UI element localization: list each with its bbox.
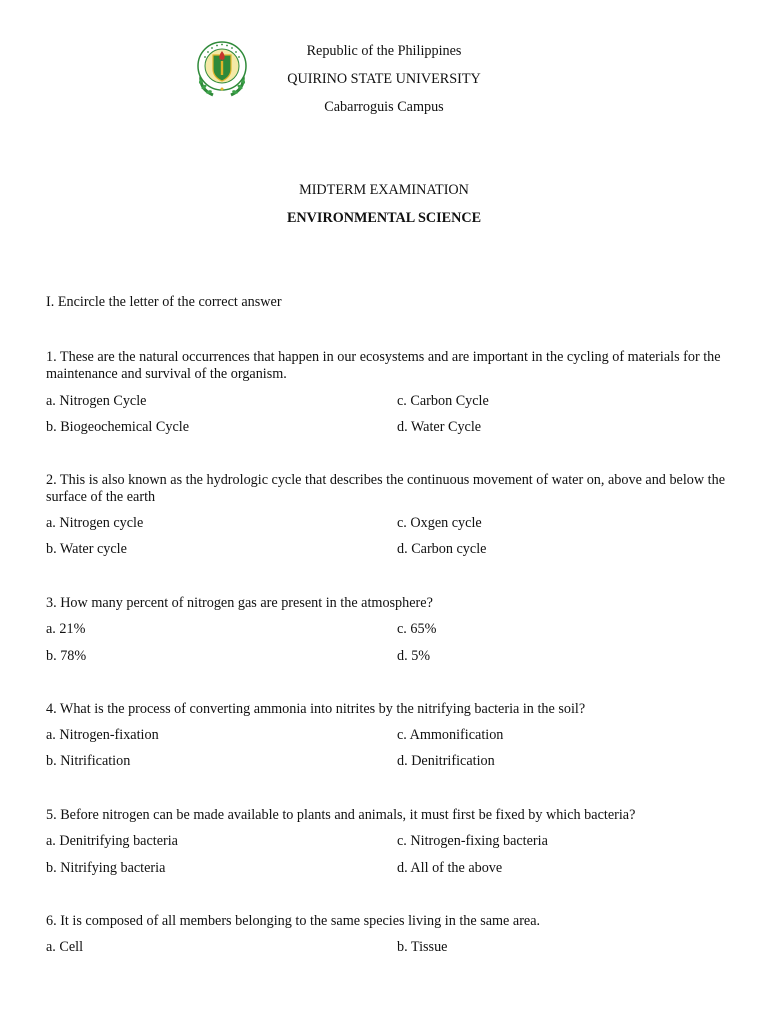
question-2-option-a[interactable]: a. Nitrogen cycle [46, 515, 144, 531]
question-5-option-b[interactable]: b. Nitrifying bacteria [46, 860, 166, 876]
exam-title: MIDTERM EXAMINATION [299, 182, 469, 198]
question-3-option-c[interactable]: c. 65% [397, 621, 437, 637]
exam-subject: ENVIRONMENTAL SCIENCE [286, 210, 482, 226]
header-university: QUIRINO STATE UNIVERSITY [287, 71, 481, 87]
question-1-option-c[interactable]: c. Carbon Cycle [397, 393, 489, 409]
question-1-option-b[interactable]: b. Biogeochemical Cycle [46, 419, 190, 435]
question-4-option-a[interactable]: a. Nitrogen-fixation [46, 727, 159, 743]
question-3-option-d[interactable]: d. 5% [397, 648, 431, 664]
question-5-option-a[interactable]: a. Denitrifying bacteria [46, 833, 178, 849]
question-4-option-c[interactable]: c. Ammonification [397, 727, 504, 743]
question-6-option-a[interactable]: a. Cell [46, 939, 84, 955]
question-5-text: 5. Before nitrogen can be made available to plants and animals, it must first be fixed by which bacteria? [46, 807, 636, 823]
question-3-option-b[interactable]: b. 78% [46, 648, 87, 664]
question-1-text: 1. These are the natural occurrences that happen in our ecosystems and are important in the cycling of materials for the maintenance and survival of the organism. [46, 349, 721, 382]
question-4-option-b[interactable]: b. Nitrification [46, 753, 131, 769]
question-2-option-c[interactable]: c. Oxgen cycle [397, 515, 482, 531]
instruction-text: I. Encircle the letter of the correct answer [46, 294, 282, 310]
question-4-option-d[interactable]: d. Denitrification [397, 753, 495, 769]
question-6-text: 6. It is composed of all members belonging to the same species living in the same area. [46, 913, 541, 929]
question-4-text: 4. What is the process of converting ammonia into nitrites by the nitrifying bacteria in the soil? [46, 701, 586, 717]
question-3-option-a[interactable]: a. 21% [46, 621, 86, 637]
question-2-text: 2. This is also known as the hydrologic cycle that describes the continuous movement of water on, above and below the surface of the earth [46, 472, 725, 505]
question-2-option-b[interactable]: b. Water cycle [46, 541, 127, 557]
question-6-option-b[interactable]: b. Tissue [397, 939, 448, 955]
question-2-option-d[interactable]: d. Carbon cycle [397, 541, 487, 557]
question-3-text: 3. How many percent of nitrogen gas are present in the atmosphere? [46, 595, 433, 611]
header-republic: Republic of the Philippines [306, 43, 462, 59]
question-1-option-a[interactable]: a. Nitrogen Cycle [46, 393, 147, 409]
question-1-option-d[interactable]: d. Water Cycle [397, 419, 482, 435]
header-campus: Cabarroguis Campus [324, 99, 444, 115]
question-5-option-c[interactable]: c. Nitrogen-fixing bacteria [397, 833, 548, 849]
question-5-option-d[interactable]: d. All of the above [397, 860, 503, 876]
